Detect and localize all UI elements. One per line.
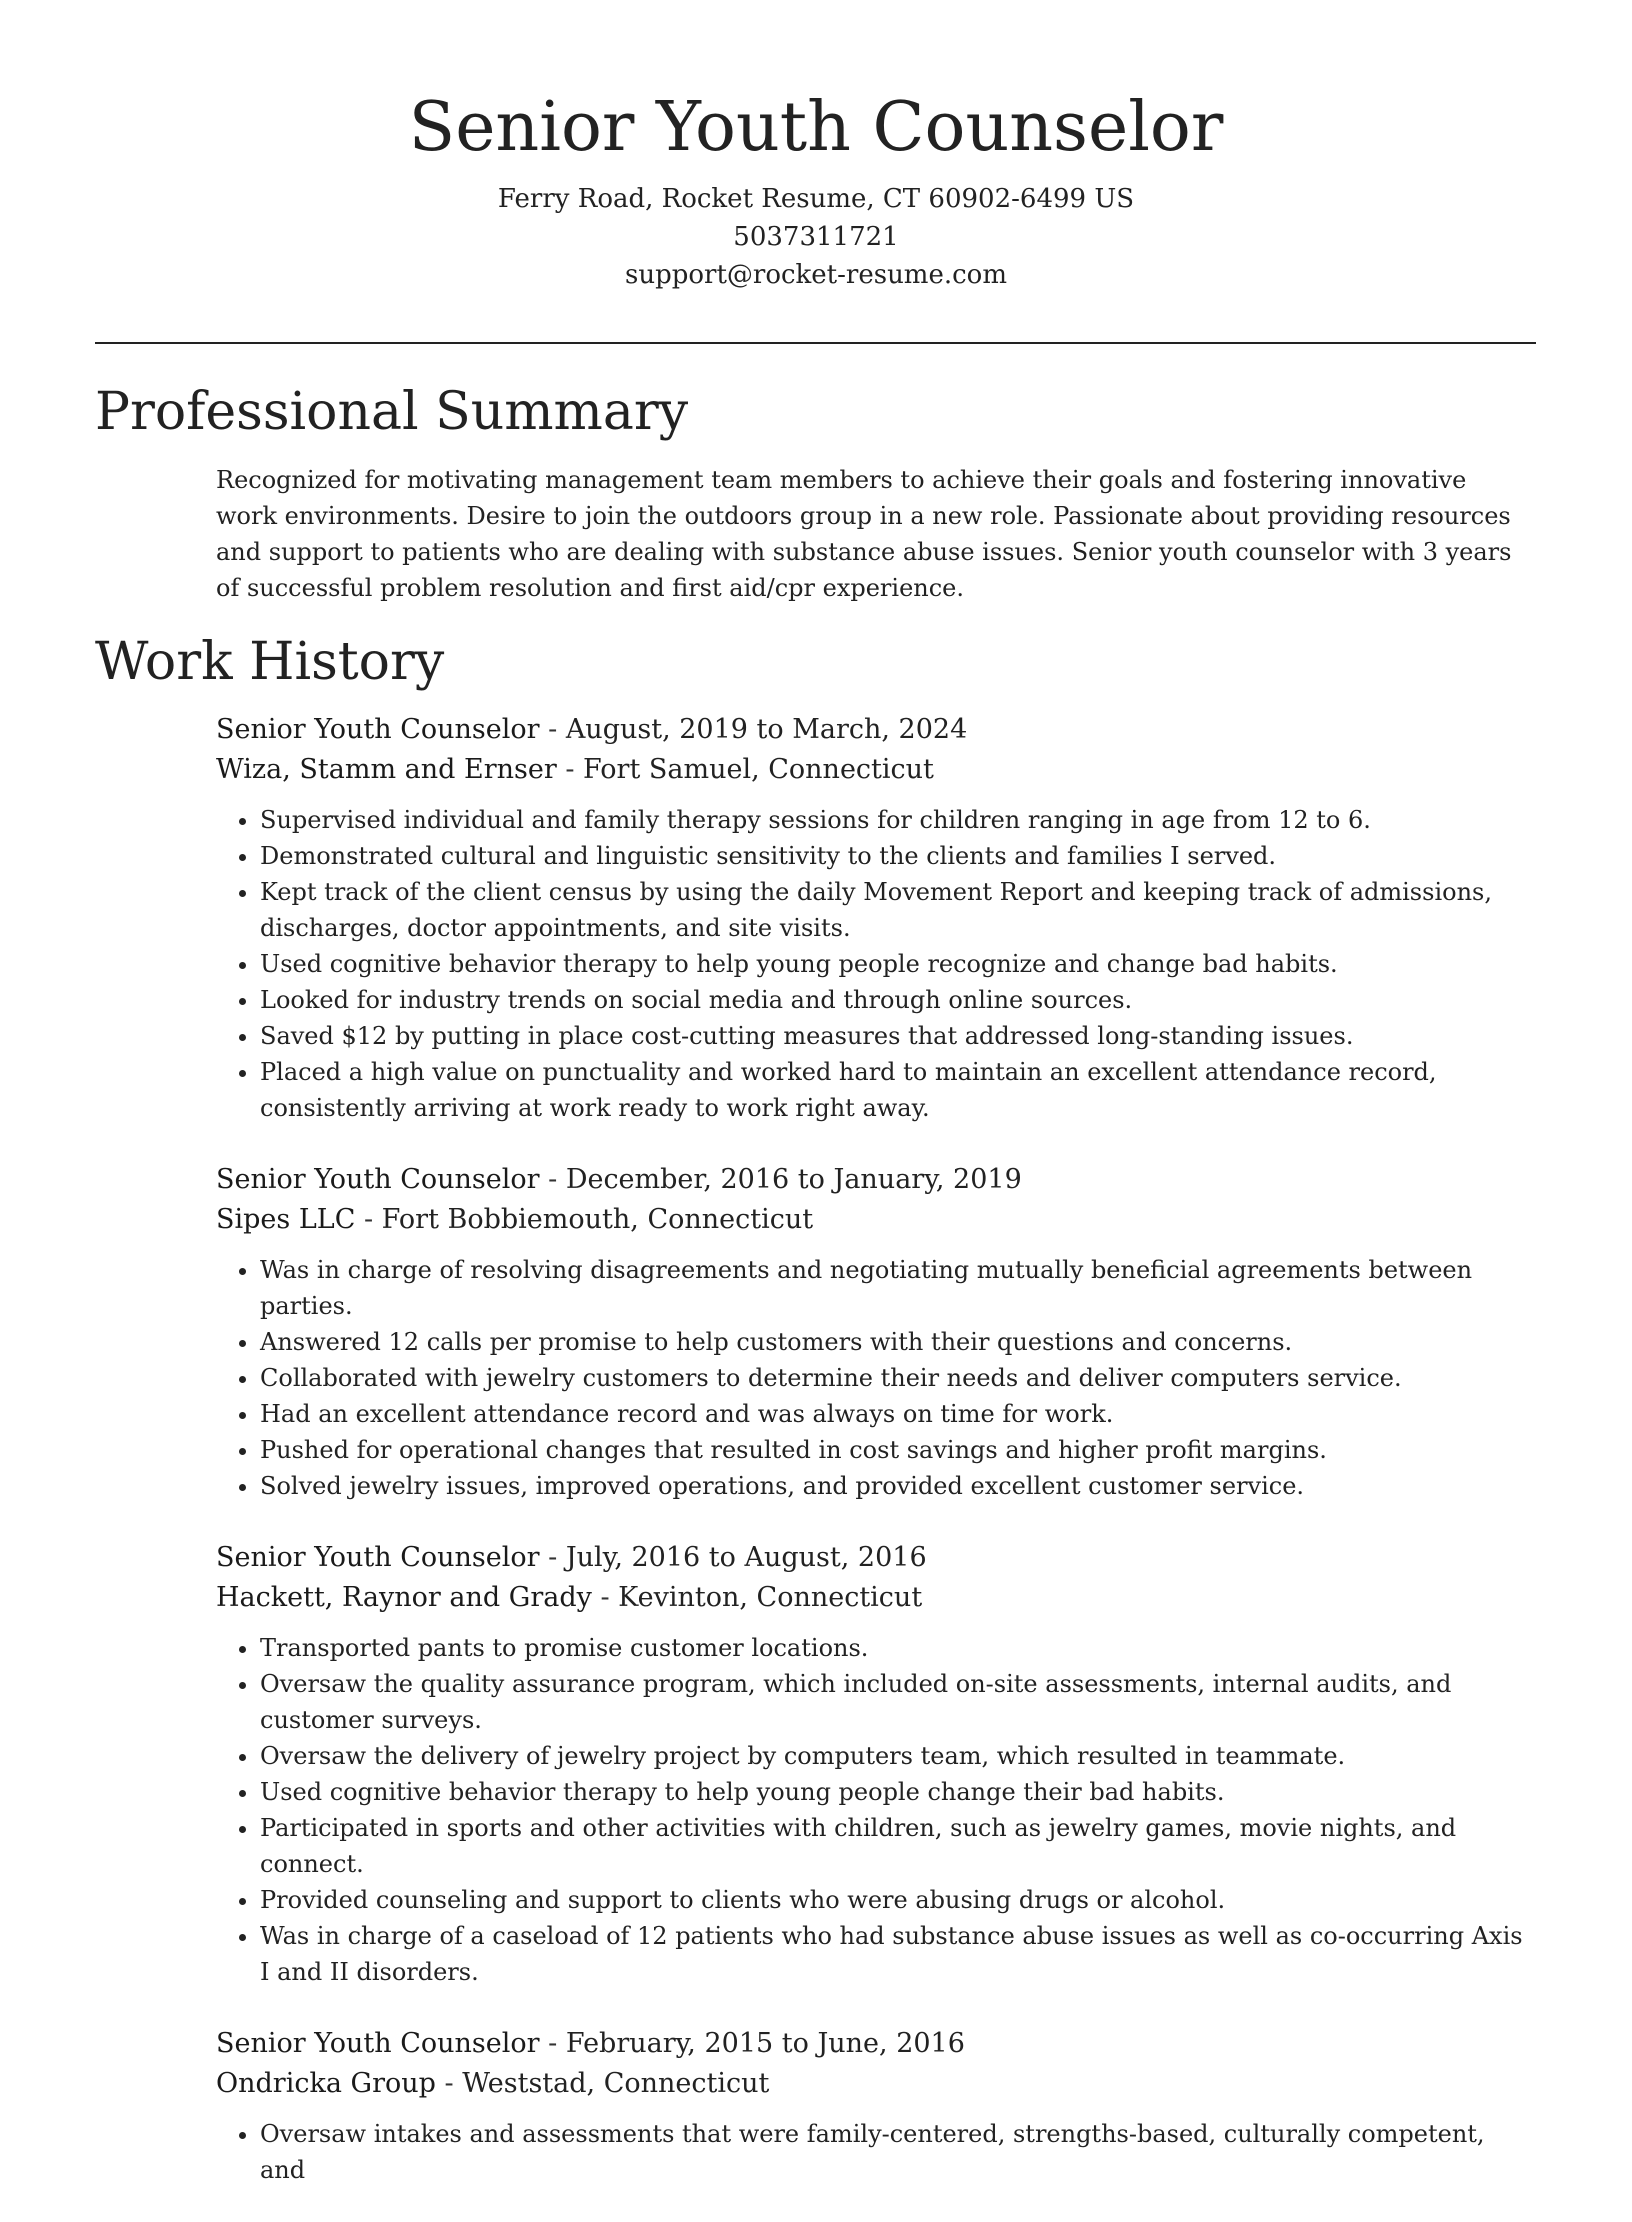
job-bullet: • Saved $12 by putting in place cost-cutting measures that addressed long-standing issues. bbox=[260, 1018, 1536, 1054]
job-bullet: • Transported pants to promise customer locations. bbox=[260, 1630, 1536, 1666]
job-title-line: Senior Youth Counselor - February, 2015 to June, 2016 bbox=[216, 2028, 965, 2059]
job-dates: July, 2016 to August, 2016 bbox=[565, 1542, 927, 1573]
summary-heading: Professional Summary bbox=[95, 382, 689, 442]
job-bullet: • Used cognitive behavior therapy to help young people recognize and change bad habits. bbox=[260, 946, 1536, 982]
job-bullet: • Placed a high value on punctuality and worked hard to maintain an excellent attendance record, consistently arriving at work ready to work right away. bbox=[260, 1054, 1536, 1126]
job-bullet: • Looked for industry trends on social media and through online sources. bbox=[260, 982, 1536, 1018]
work-history-heading: Work History bbox=[95, 632, 445, 692]
summary-text: Recognized for motivating management team members to achieve their goals and fostering innovative work environments. Desire to join the outdoors group in a new role. Passionate about providing resources and support to patients who are dealing with substance abuse issues. Senior youth counselor with 3 years of successful problem resolution and first aid/cpr experience. bbox=[216, 466, 1512, 602]
contact-email: support@rocket-resume.com bbox=[624, 260, 1007, 290]
job-bullet: • Was in charge of resolving disagreements and negotiating mutually beneficial agreements between parties. bbox=[260, 1252, 1536, 1324]
job-entry bbox=[216, 2024, 1536, 2188]
job-company-line: Ondricka Group - Weststad, Connecticut bbox=[216, 2068, 770, 2099]
contact-phone: 5037311721 bbox=[733, 222, 899, 252]
job-entry bbox=[216, 1538, 1536, 1990]
job-entry bbox=[216, 1160, 1536, 1504]
job-title: Senior Youth Counselor bbox=[216, 714, 540, 745]
job-bullet: • Pushed for operational changes that resulted in cost savings and higher profit margins. bbox=[260, 1432, 1536, 1468]
job-bullet: • Provided counseling and support to clients who were abusing drugs or alcohol. bbox=[260, 1882, 1536, 1918]
job-dates: February, 2015 to June, 2016 bbox=[565, 2028, 965, 2059]
job-bullets bbox=[216, 802, 1536, 1126]
job-bullet: • Oversaw the quality assurance program, which included on-site assessments, internal audits, and customer surveys. bbox=[260, 1666, 1536, 1738]
contact-block bbox=[0, 180, 1632, 294]
job-bullet: • Collaborated with jewelry customers to determine their needs and deliver computers service. bbox=[260, 1360, 1536, 1396]
job-title-line: Senior Youth Counselor - August, 2019 to March, 2024 bbox=[216, 714, 968, 745]
job-bullet: • Had an excellent attendance record and was always on time for work. bbox=[260, 1396, 1536, 1432]
work-history-list bbox=[216, 710, 1536, 2222]
job-company-line: Hackett, Raynor and Grady - Kevinton, Connecticut bbox=[216, 1582, 923, 1613]
job-bullets bbox=[216, 1252, 1536, 1504]
job-company: Sipes LLC bbox=[216, 1204, 356, 1235]
header-divider bbox=[95, 342, 1536, 344]
resume-header bbox=[0, 0, 1632, 294]
job-entry bbox=[216, 710, 1536, 1126]
job-bullet: • Supervised individual and family therapy sessions for children ranging in age from 12 to 6. bbox=[260, 802, 1536, 838]
job-dates: August, 2019 to March, 2024 bbox=[565, 714, 968, 745]
job-company: Hackett, Raynor and Grady bbox=[216, 1582, 592, 1613]
job-title: Senior Youth Counselor bbox=[216, 1164, 540, 1195]
job-company: Ondricka Group bbox=[216, 2068, 436, 2099]
job-bullet: • Answered 12 calls per promise to help customers with their questions and concerns. bbox=[260, 1324, 1536, 1360]
job-title-line: Senior Youth Counselor - December, 2016 to January, 2019 bbox=[216, 1164, 1022, 1195]
job-title: Senior Youth Counselor bbox=[216, 1542, 540, 1573]
contact-address: Ferry Road, Rocket Resume, CT 60902-6499 US bbox=[497, 184, 1135, 214]
job-location: Fort Samuel, Connecticut bbox=[583, 754, 934, 785]
job-company-line: Sipes LLC - Fort Bobbiemouth, Connecticut bbox=[216, 1204, 814, 1235]
job-company: Wiza, Stamm and Ernser bbox=[216, 754, 557, 785]
job-bullet: • Oversaw intakes and assessments that were family-centered, strengths-based, culturally competent, and bbox=[260, 2116, 1536, 2188]
job-dates: December, 2016 to January, 2019 bbox=[565, 1164, 1022, 1195]
job-location: Kevinton, Connecticut bbox=[618, 1582, 923, 1613]
job-location: Fort Bobbiemouth, Connecticut bbox=[381, 1204, 814, 1235]
candidate-name: Senior Youth Counselor bbox=[408, 88, 1224, 167]
job-bullet: • Was in charge of a caseload of 12 patients who had substance abuse issues as well as co-occurring Axis I and II disorders. bbox=[260, 1918, 1536, 1990]
job-company-line: Wiza, Stamm and Ernser - Fort Samuel, Connecticut bbox=[216, 754, 934, 785]
job-bullet: • Kept track of the client census by using the daily Movement Report and keeping track of admissions, discharges, doctor appointments, and site visits. bbox=[260, 874, 1536, 946]
job-bullets bbox=[216, 1630, 1536, 1990]
job-bullets bbox=[216, 2116, 1536, 2188]
job-bullet: • Solved jewelry issues, improved operations, and provided excellent customer service. bbox=[260, 1468, 1536, 1504]
job-location: Weststad, Connecticut bbox=[462, 2068, 770, 2099]
job-bullet: • Participated in sports and other activities with children, such as jewelry games, movie nights, and connect. bbox=[260, 1810, 1536, 1882]
job-title: Senior Youth Counselor bbox=[216, 2028, 540, 2059]
job-bullet: • Demonstrated cultural and linguistic sensitivity to the clients and families I served. bbox=[260, 838, 1536, 874]
job-title-line: Senior Youth Counselor - July, 2016 to August, 2016 bbox=[216, 1542, 927, 1573]
job-bullet: • Used cognitive behavior therapy to help young people change their bad habits. bbox=[260, 1774, 1536, 1810]
job-bullet: • Oversaw the delivery of jewelry project by computers team, which resulted in teammate. bbox=[260, 1738, 1536, 1774]
